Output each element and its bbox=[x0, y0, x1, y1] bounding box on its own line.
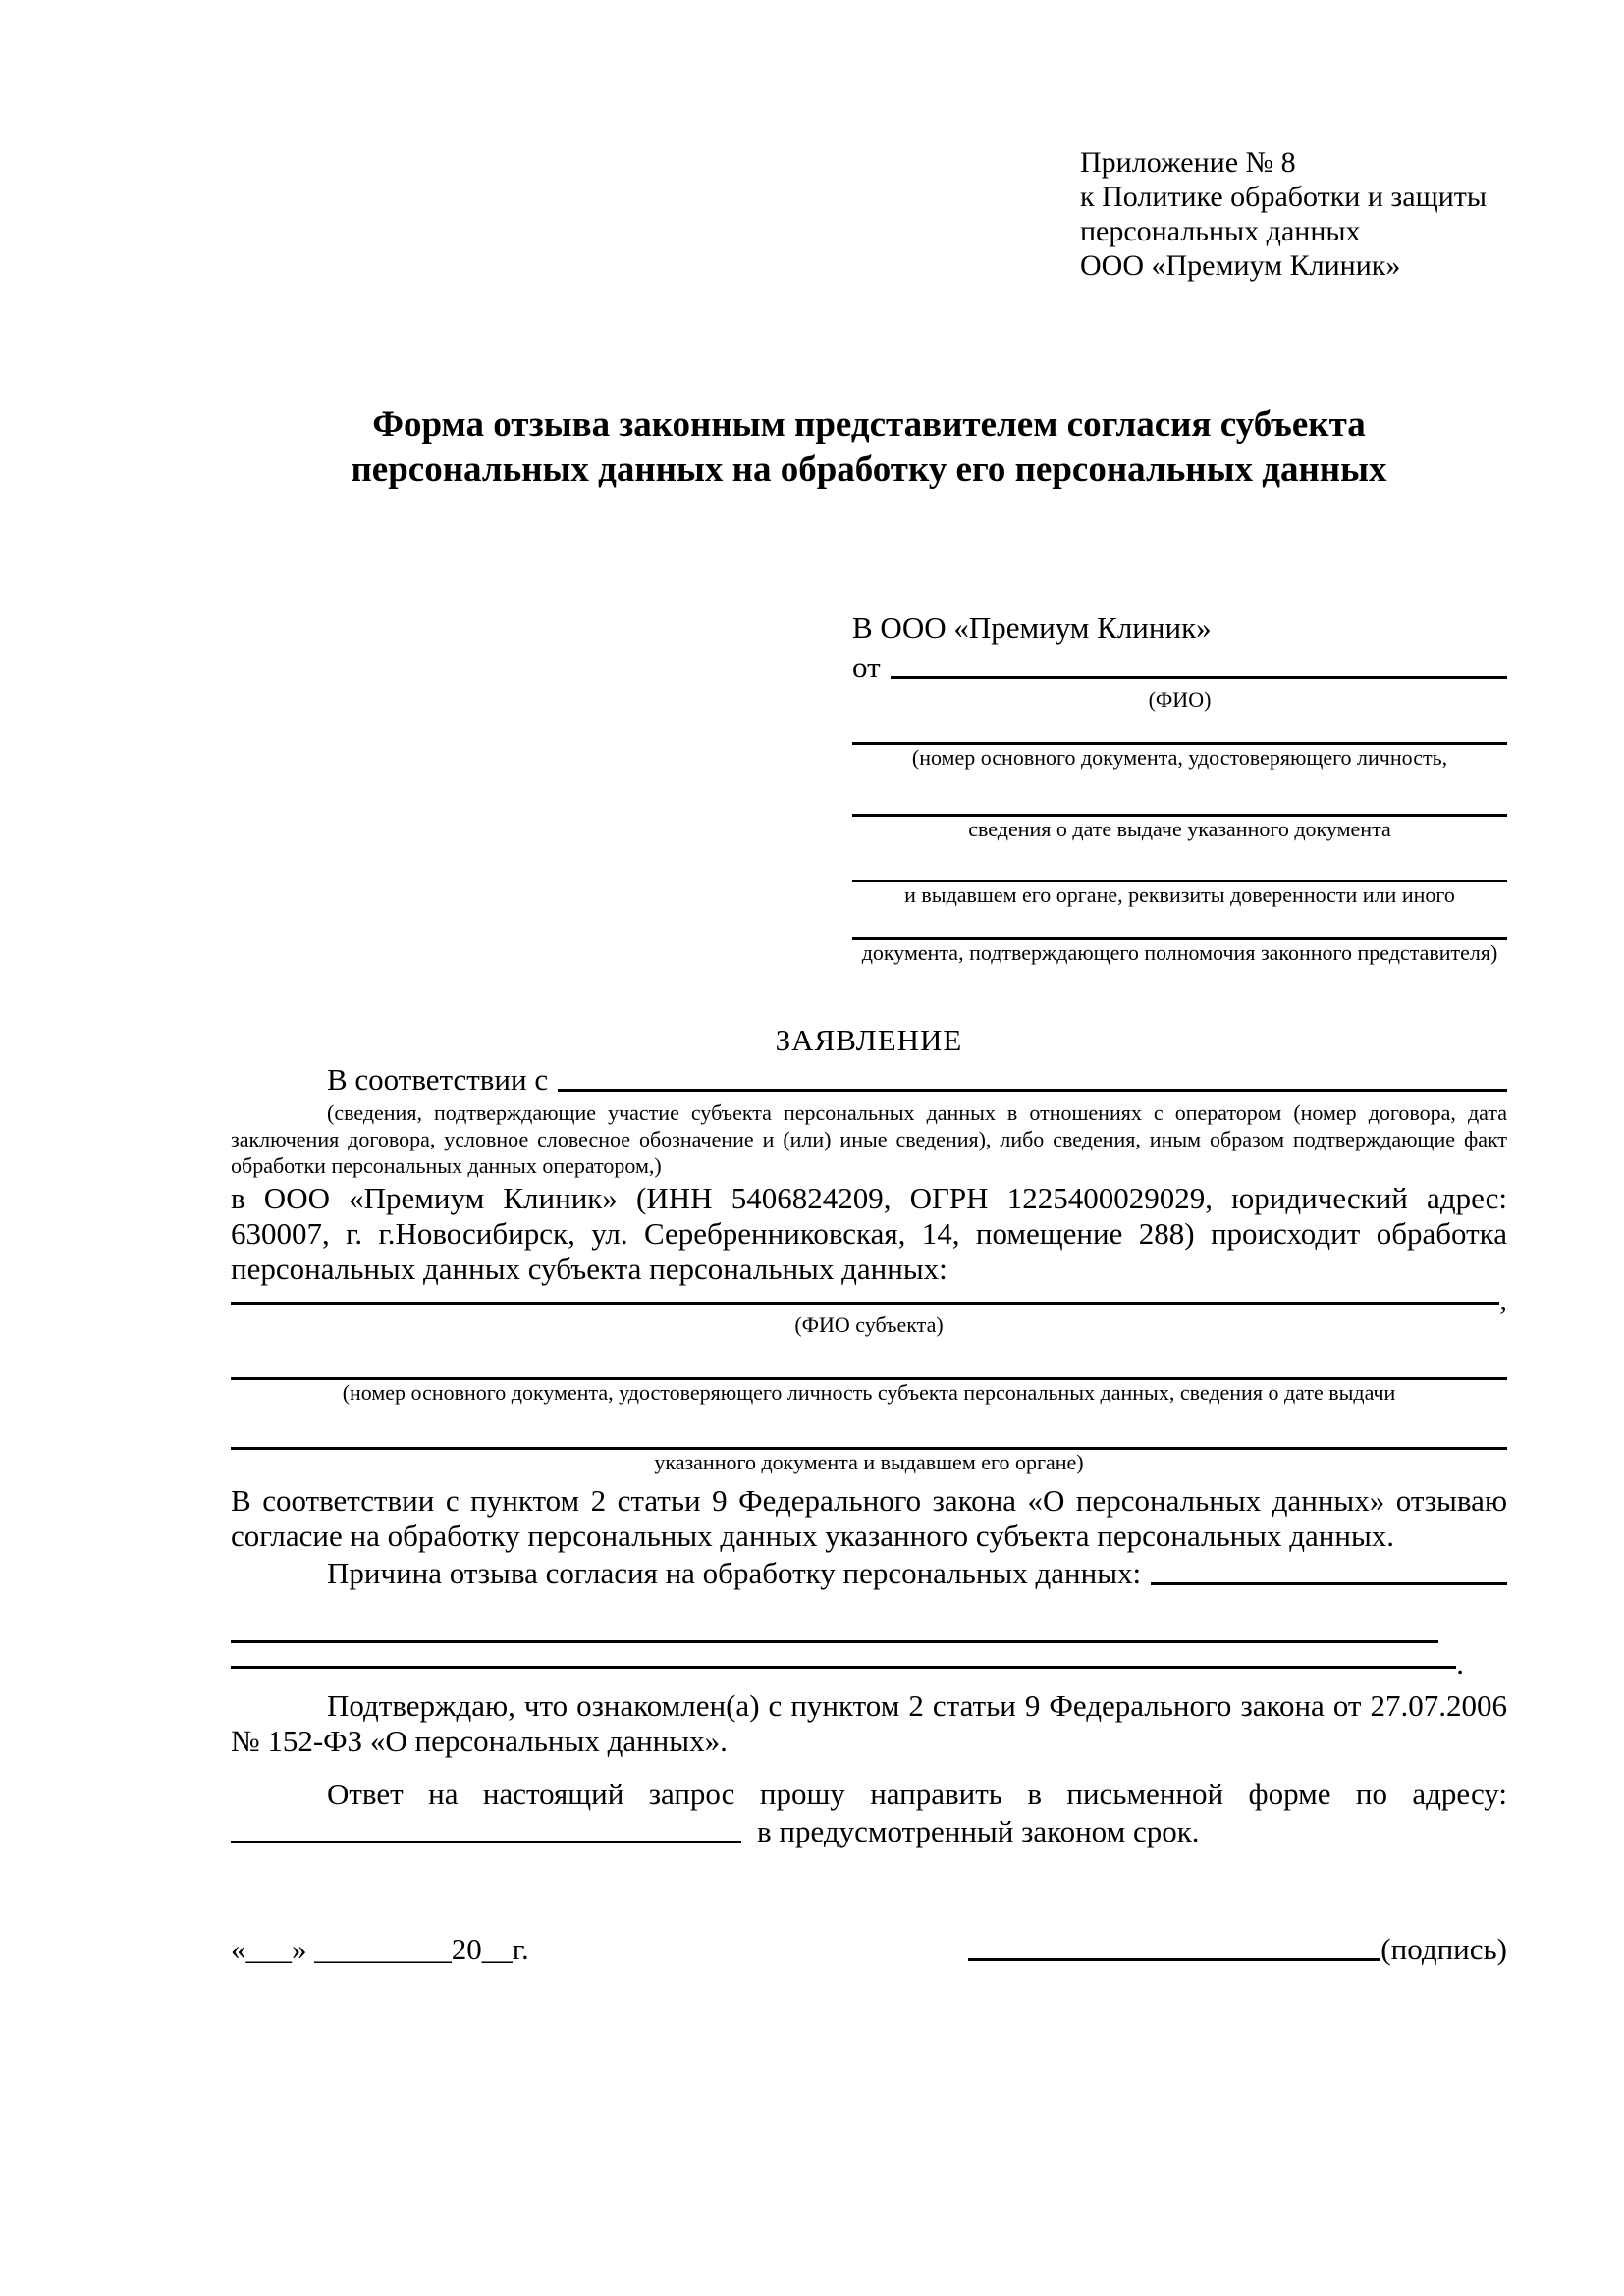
subject-fio-row bbox=[231, 1282, 1507, 1316]
representative-doc-blank-line-2[interactable] bbox=[852, 771, 1507, 817]
representative-doc-caption-1: (номер основного документа, удостоверяющего личность, bbox=[911, 745, 1448, 770]
representative-doc-caption-3: и выдавшем его органе, реквизиты доверенности или иного bbox=[904, 882, 1455, 907]
reason-row bbox=[231, 1554, 1507, 1593]
accordance-blank-line[interactable] bbox=[558, 1089, 1507, 1092]
reason-extra-blank-line-1[interactable] bbox=[231, 1593, 1438, 1643]
header-line-3: персональных данных bbox=[1080, 215, 1361, 247]
header-line-4: ООО «Премиум Клиник» bbox=[1080, 249, 1401, 282]
from-label: от bbox=[852, 650, 881, 684]
reply-tail-row bbox=[231, 1812, 1507, 1851]
reason-blank-line[interactable] bbox=[1151, 1582, 1507, 1585]
signature-footer bbox=[231, 1930, 1507, 1969]
accordance-lead: В соответствии с bbox=[327, 1062, 549, 1096]
representative-doc-caption-2: сведения о дате выдаче указанного документа bbox=[968, 817, 1391, 841]
reason-extra-row-2 bbox=[231, 1643, 1464, 1681]
addressee-org: В ООО «Премиум Клиник» bbox=[852, 611, 1212, 645]
date-blank-line[interactable]: «___» _________20__г. bbox=[231, 1932, 529, 1966]
representative-doc-blank-line-1[interactable] bbox=[852, 713, 1507, 745]
reply-address-blank-line[interactable] bbox=[231, 1841, 741, 1843]
fio-caption: (ФИО) bbox=[1148, 687, 1212, 712]
header-line-1: Приложение № 8 bbox=[1080, 146, 1296, 179]
comma-mark: , bbox=[1499, 1282, 1507, 1316]
fio-blank-line[interactable] bbox=[891, 676, 1507, 679]
addressee-block bbox=[852, 609, 1507, 966]
signature-caption: (подпись) bbox=[1380, 1932, 1507, 1966]
period-mark: . bbox=[1456, 1646, 1464, 1681]
from-row bbox=[852, 648, 1507, 687]
representative-doc-blank-line-4[interactable] bbox=[852, 908, 1507, 940]
appendix-header bbox=[1080, 145, 1507, 283]
subject-doc-blank-line-1[interactable] bbox=[231, 1338, 1507, 1380]
subject-doc-blank-line-2[interactable] bbox=[231, 1406, 1507, 1450]
reply-lead-paragraph: Ответ на настоящий запрос прошу направить в письменной форме по адресу: bbox=[327, 1777, 1507, 1811]
accordance-row bbox=[231, 1060, 1507, 1099]
representative-doc-blank-line-3[interactable] bbox=[852, 842, 1507, 882]
reason-extra-blank-line-2[interactable] bbox=[231, 1666, 1456, 1669]
subject-doc-caption-bottom: указанного документа и выдавшем его органе) bbox=[654, 1450, 1084, 1474]
reason-lead: Причина отзыва согласия на обработку персональных данных: bbox=[327, 1556, 1142, 1590]
representative-doc-caption-4: документа, подтверждающего полномочия законного представителя) bbox=[861, 940, 1498, 965]
header-line-2: к Политике обработки и защиты bbox=[1080, 181, 1488, 213]
document-title: Форма отзыва законным представителем согласия субъекта персональных данных на обработку его персональных данных bbox=[351, 404, 1387, 490]
subject-fio-blank-line[interactable] bbox=[231, 1302, 1499, 1305]
signature-blank-line[interactable] bbox=[968, 1958, 1380, 1961]
operator-paragraph: в ООО «Премиум Клиник» (ИНН 5406824209, ОГРН 1225400029029, юридический адрес: 630007, г. г.Новосибирск, ул. Серебренниковская, 14, помещение 288) происходит обработка персональных данных субъекта персональных данных: bbox=[231, 1181, 1507, 1286]
statement-heading: ЗАЯВЛЕНИЕ bbox=[775, 1023, 963, 1057]
subject-fio-caption: (ФИО субъекта) bbox=[794, 1312, 944, 1337]
confirm-paragraph: Подтверждаю, что ознакомлен(а) с пунктом 2 статьи 9 Федерального закона от 27.07.2006 № 152-ФЗ «О персональных данных». bbox=[231, 1688, 1507, 1758]
withdraw-paragraph: В соответствии с пунктом 2 статьи 9 Федерального закона «О персональных данных» отзываю согласие на обработку персональных данных указанного субъекта персональных данных. bbox=[231, 1483, 1507, 1553]
reply-tail: в предусмотренный законом срок. bbox=[757, 1814, 1200, 1848]
subject-doc-caption-top: (номер основного документа, удостоверяющего личность субъекта персональных данных, сведения о дате выдачи bbox=[342, 1380, 1396, 1405]
accordance-note: (сведения, подтверждающие участие субъекта персональных данных в отношениях с оператором (номер договора, дата заключения договора, условное словесное обозначение и (или) иные сведения), либо сведения, иным образом подтверждающие факт обработки персональных данных оператором,) bbox=[231, 1100, 1507, 1178]
